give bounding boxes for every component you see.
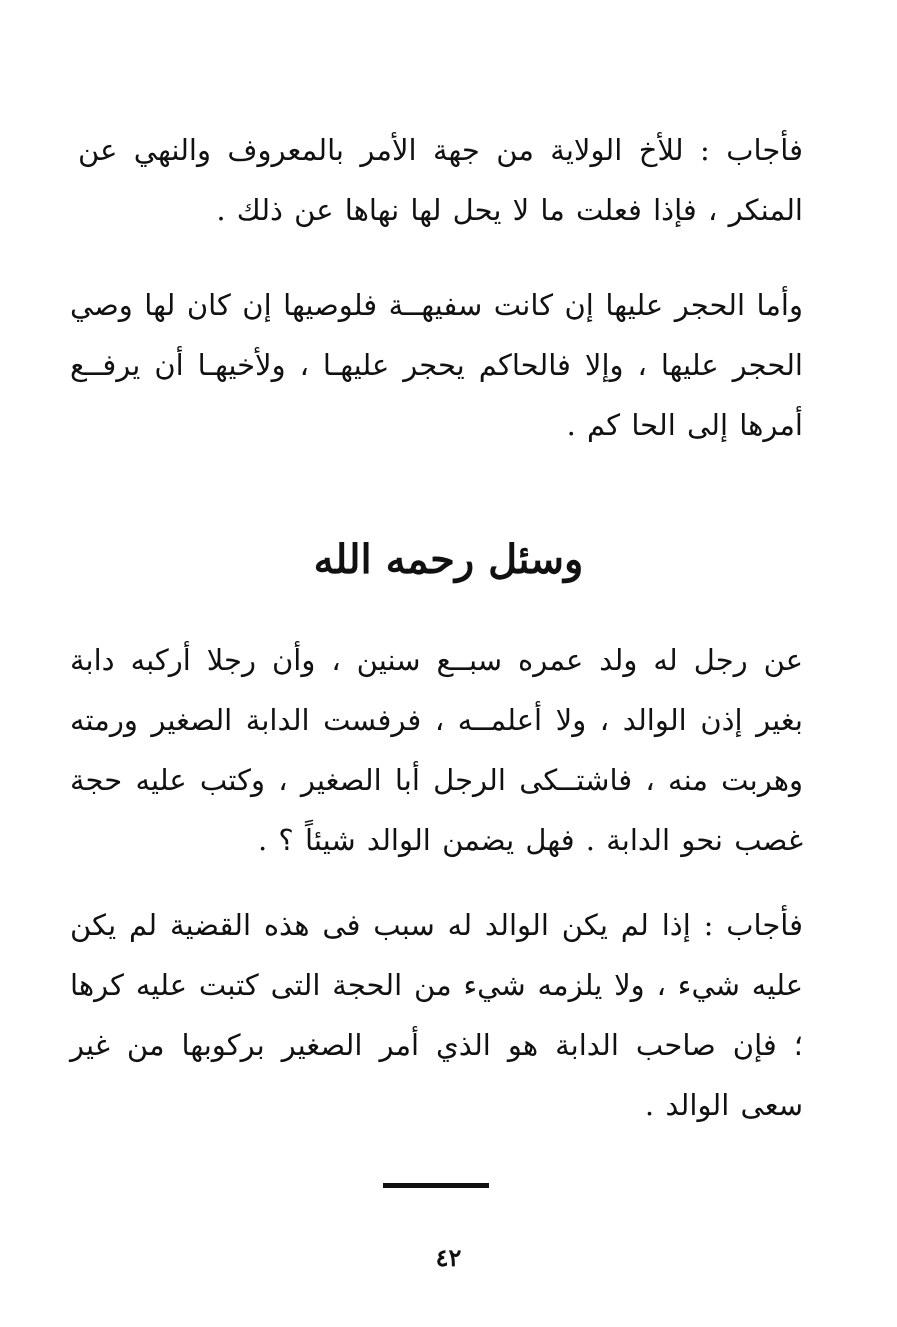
paragraph-question: عن رجل له ولد عمره سبــع سنين ، وأن رجلا أركبه دابة بغير إذن الوالد ، ولا أعلمــه ، فرفست الدابة الصغير ورمته وهربت منه ، فاشتــكى الرجل أبا الصغير ، وكتب عليه حجة غصب نحو الدابة . فهل يضمن الوالد شيئاً ؟ . xyxy=(70,643,803,857)
paragraph-answer-brother-guardianship: فأجاب : للأخ الولاية من جهة الأمر بالمعروف والنهي عن المنكر ، فإذا فعلت ما لا يحل لها نهاها عن ذلك . xyxy=(78,133,803,227)
paragraph-answer: فأجاب : إذا لم يكن الوالد له سبب فى هذه القضية لم يكن عليه شيء ، ولا يلزمه شيء من الحجة التى كتبت عليه كرها ؛ فإن صاحب الدابة هو الذي أمر الصغير بركوبها من غير سعى الوالد . xyxy=(70,908,803,1122)
paragraph-interdiction: وأما الحجر عليها إن كانت سفيهــة فلوصيها إن كان لها وصي الحجر عليها ، وإلا فالحاكم يحجر عليهـا ، ولأخيهـا أن يرفــع أمرها إلى الحا كم . xyxy=(70,288,803,442)
section-heading: وسئل رحمه الله xyxy=(313,536,584,583)
section-divider xyxy=(383,1183,489,1188)
page-number: ٤٢ xyxy=(435,1243,462,1272)
